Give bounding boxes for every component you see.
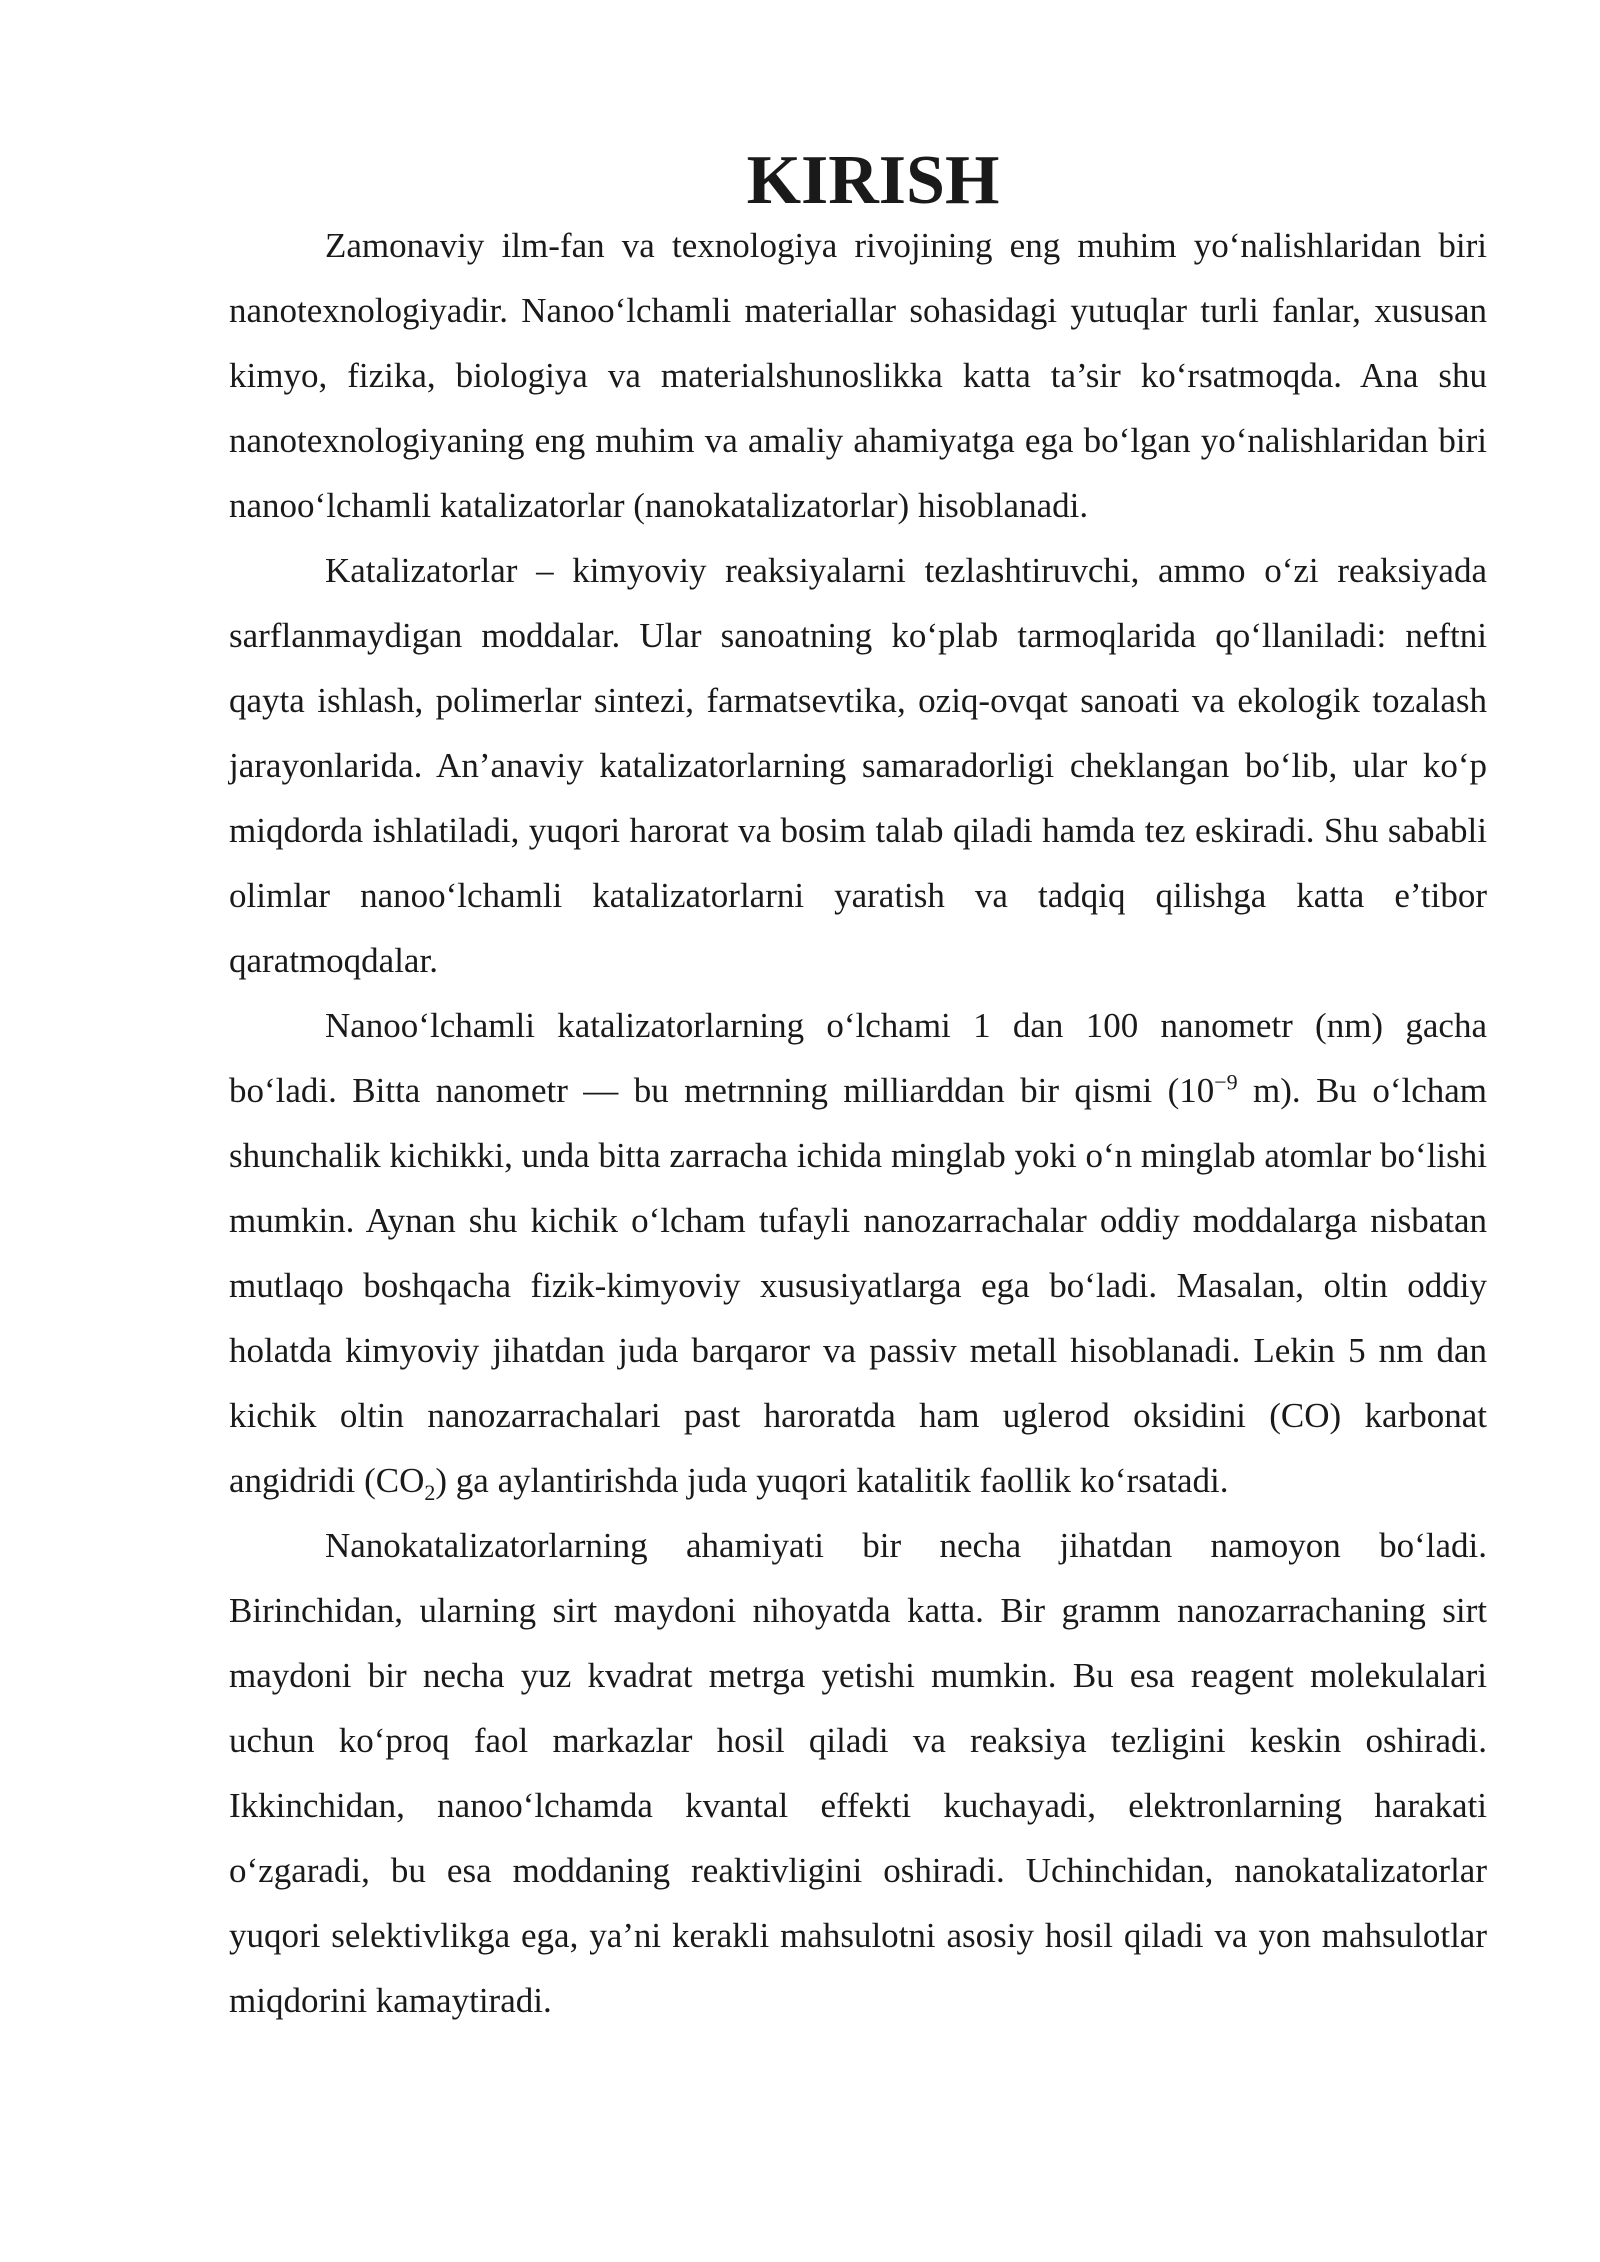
paragraph xyxy=(229,993,1487,1513)
document-body xyxy=(229,213,1487,2033)
subscript: 2 xyxy=(424,1480,436,1505)
text-run: ) ga aylantirishda juda yuqori katalitik faollik ko‘rsatadi. xyxy=(435,1461,1229,1500)
text-run: m). Bu o‘lcham shunchalik kichikki, unda bitta zarracha ichida minglab yoki o‘n minglab atomlar bo‘lishi mumkin. Aynan shu kichik o‘lcham tufayli nanozarrachalar oddiy moddalarga nisbatan mutlaqo boshqacha fizik-kimyoviy xususiyatlarga ega bo‘ladi. Masalan, oltin oddiy holatda kimyoviy jihatdan juda barqaror va passiv metall hisoblanadi. Lekin 5 nm dan kichik oltin nanozarrachalari past haroratda ham uglerod oksidini (CO) karbonat angidridi (CO xyxy=(229,1071,1487,1500)
superscript: −9 xyxy=(1214,1069,1238,1095)
document-page xyxy=(229,142,1487,2033)
text-run: Nanoo‘lchamli katalizatorlarning o‘lchami 1 dan 100 nanometr (nm) gacha bo‘ladi. Bitta nanometr — bu metrnning milliarddan bir qismi (10 xyxy=(229,1006,1487,1110)
text-run: Nanokatalizatorlarning ahamiyati bir necha jihatdan namoyon bo‘ladi. Birinchidan, ularning sirt maydoni nihoyatda katta. Bir gramm nanozarrachaning sirt maydoni bir necha yuz kvadrat metrga yetishi mumkin. Bu esa reagent molekulalari uchun ko‘proq faol markazlar hosil qiladi va reaksiya tezligini keskin oshiradi. Ikkinchidan, nanoo‘lchamda kvantal effekti kuchayadi, elektronlarning harakati o‘zgaradi, bu esa moddaning reaktivligini oshiradi. Uchinchidan, nanokatalizatorlar yuqori selektivlikga ega, ya’ni kerakli mahsulotni asosiy hosil qiladi va yon mahsulotlar miqdorini kamaytiradi. xyxy=(229,1526,1487,2020)
text-run: Katalizatorlar – kimyoviy reaksiyalarni tezlashtiruvchi, ammo o‘zi reaksiyada sarflanmaydigan moddalar. Ular sanoatning ko‘plab tarmoqlarida qo‘llaniladi: neftni qayta ishlash, polimerlar sintezi, farmatsevtika, oziq-ovqat sanoati va ekologik tozalash jarayonlarida. An’anaviy katalizatorlarning samaradorligi cheklangan bo‘lib, ular ko‘p miqdorda ishlatiladi, yuqori harorat va bosim talab qiladi hamda tez eskiradi. Shu sababli olimlar nanoo‘lchamli katalizatorlarni yaratish va tadqiq qilishga katta e’tibor qaratmoqdalar. xyxy=(229,551,1487,980)
paragraph xyxy=(229,1513,1487,2033)
document-title: KIRISH xyxy=(746,142,1000,219)
paragraph xyxy=(229,538,1487,993)
text-run: Zamonaviy ilm-fan va texnologiya rivojining eng muhim yo‘nalishlaridan biri nanotexnologiyadir. Nanoo‘lchamli materiallar sohasidagi yutuqlar turli fanlar, xususan kimyo, fizika, biologiya va materialshunoslikka katta ta’sir ko‘rsatmoqda. Ana shu nanotexnologiyaning eng muhim va amaliy ahamiyatga ega bo‘lgan yo‘nalishlaridan biri nanoo‘lchamli katalizatorlar (nanokatalizatorlar) hisoblanadi. xyxy=(229,226,1487,525)
paragraph xyxy=(229,213,1487,538)
